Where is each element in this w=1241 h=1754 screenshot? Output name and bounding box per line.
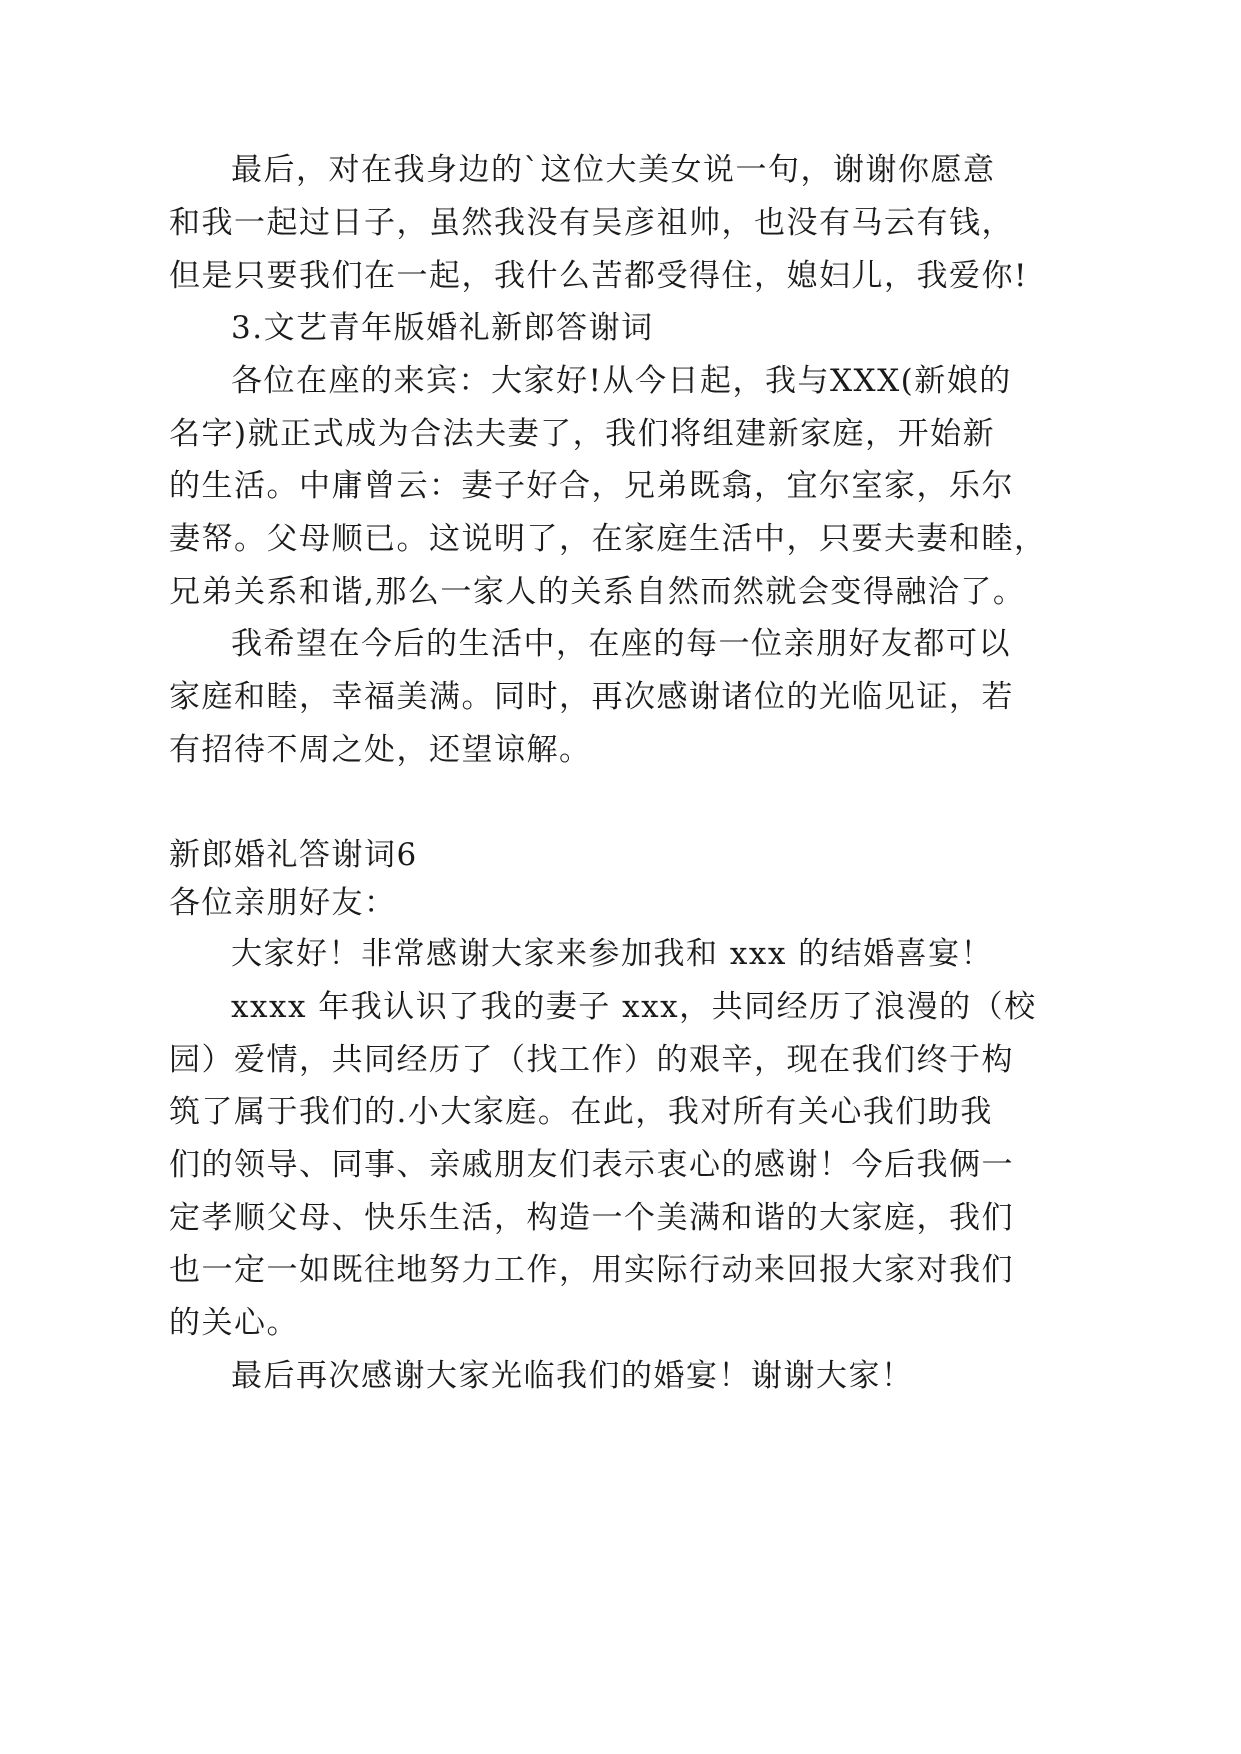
text-line: 定孝顺父母、快乐生活，构造一个美满和谐的大家庭，我们 <box>169 1200 1014 1236</box>
text-line: 和我一起过日子，虽然我没有吴彦祖帅，也没有马云有钱， <box>169 205 1014 241</box>
text-line: 家庭和睦，幸福美满。同时，再次感谢诸位的光临见证，若 <box>169 679 1014 715</box>
text-line: 有招待不周之处，还望谅解。 <box>169 732 592 768</box>
text-line: 各位在座的来宾：大家好!从今日起，我与XXX(新娘的 <box>231 363 1012 399</box>
text-line: 也一定一如既往地努力工作，用实际行动来回报大家对我们 <box>169 1252 1014 1288</box>
text-line: 的生活。中庸曾云：妻子好合，兄弟既翕，宜尔室家，乐尔 <box>169 468 1014 504</box>
text-line: 名字)就正式成为合法夫妻了，我们将组建新家庭，开始新 <box>169 416 996 452</box>
text-line: 但是只要我们在一起，我什么苦都受得住，媳妇儿，我爱你! <box>169 258 1028 294</box>
text-line: xxxx 年我认识了我的妻子 xxx，共同经历了浪漫的（校 <box>231 989 1037 1025</box>
text-line: 最后再次感谢大家光临我们的婚宴！谢谢大家！ <box>231 1358 914 1394</box>
salutation: 各位亲朋好友： <box>169 885 397 921</box>
text-line: 们的领导、同事、亲戚朋友们表示衷心的感谢！今后我俩一 <box>169 1147 1014 1183</box>
text-line: 我希望在今后的生活中，在座的每一位亲朋好友都可以 <box>231 626 1011 662</box>
text-line: 兄弟关系和谐,那么一家人的关系自然而然就会变得融洽了。 <box>169 574 1026 610</box>
section-heading: 3.文艺青年版婚礼新郎答谢词 <box>231 310 654 346</box>
text-line: 最后，对在我身边的`这位大美女说一句，谢谢你愿意 <box>231 152 996 188</box>
text-line: 妻帑。父母顺已。这说明了，在家庭生活中，只要夫妻和睦， <box>169 521 1047 557</box>
section-title: 新郎婚礼答谢词6 <box>169 837 418 873</box>
text-line: 大家好！非常感谢大家来参加我和 xxx 的结婚喜宴！ <box>231 936 994 972</box>
text-line: 园）爱情，共同经历了（找工作）的艰辛，现在我们终于构 <box>169 1042 1014 1078</box>
text-line: 筑了属于我们的.小大家庭。在此，我对所有关心我们助我 <box>169 1094 993 1130</box>
text-line: 的关心。 <box>169 1305 299 1341</box>
